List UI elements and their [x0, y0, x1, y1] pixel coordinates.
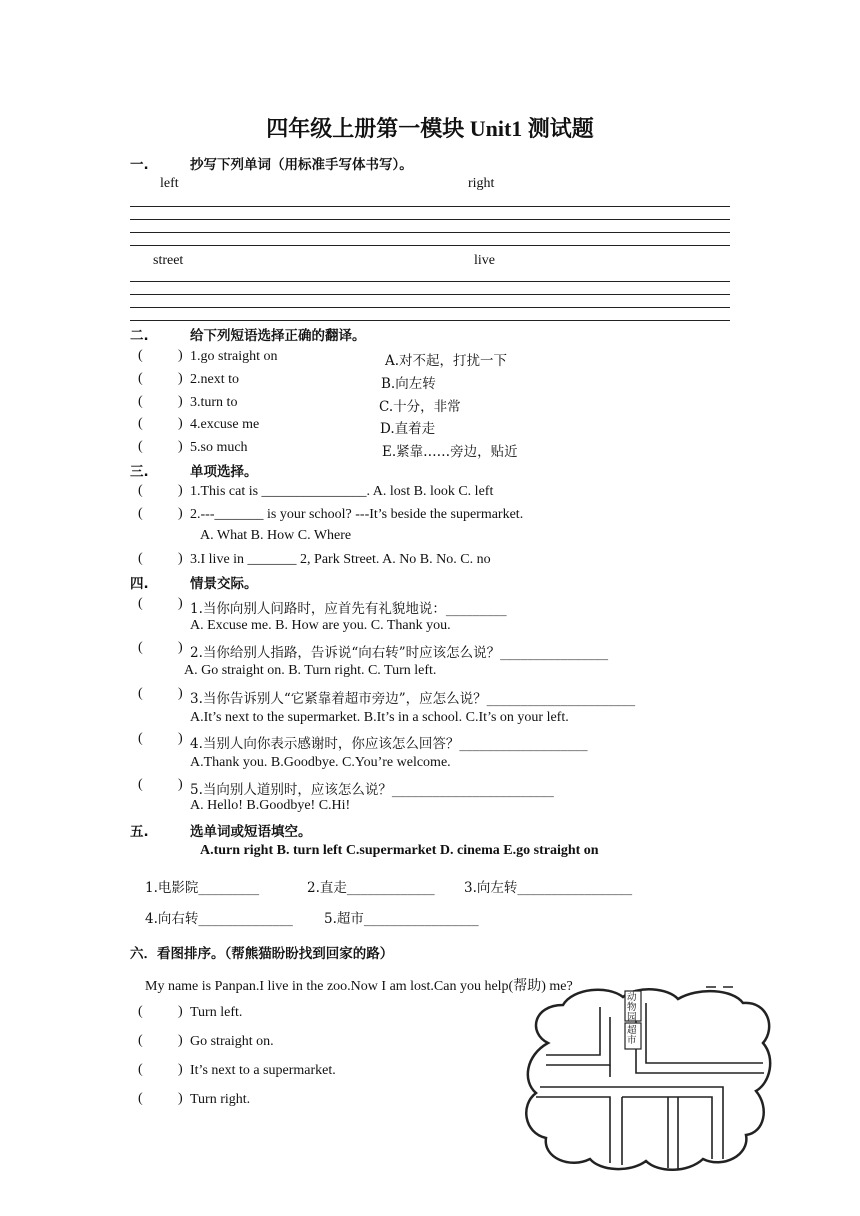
phrase-item: 3.turn to [190, 395, 238, 410]
answer-paren-open: ( [138, 640, 143, 655]
answer-paren-close: ) [178, 551, 183, 566]
translation-option: A.对不起，打扰一下 [385, 353, 508, 369]
section-3-number: 三. [130, 464, 149, 480]
section-2-heading: 给下列短语选择正确的翻译。 [190, 328, 366, 344]
writing-line [130, 281, 730, 282]
writing-line [130, 232, 730, 233]
question-options: A. Hello! B.Goodbye! C.Hi! [190, 798, 351, 813]
translation-option: B.向左转 [381, 376, 436, 392]
answer-paren-close: ) [178, 731, 183, 746]
answer-paren-open: ( [138, 506, 143, 521]
section-4-number: 四. [130, 576, 149, 592]
section-2-number: 二. [130, 328, 149, 344]
section-3-heading: 单项选择。 [190, 464, 258, 480]
answer-paren-close: ) [178, 348, 183, 363]
fill-blank: 2.直走_____________ [307, 880, 435, 896]
answer-paren-open: ( [138, 596, 143, 611]
answer-paren-open: ( [138, 1091, 143, 1106]
zoo-label: 动物园 [627, 992, 637, 1023]
route-map-figure [518, 983, 776, 1175]
answer-paren-open: ( [138, 1004, 143, 1019]
answer-paren-close: ) [178, 1091, 183, 1106]
phrase-item: 4.excuse me [190, 417, 260, 432]
answer-paren-open: ( [138, 371, 143, 386]
translation-option: E.紧靠……旁边，贴近 [382, 444, 518, 460]
answer-paren-close: ) [178, 1062, 183, 1077]
word-live: live [474, 253, 495, 268]
answer-paren-close: ) [178, 506, 183, 521]
section-5-number: 五. [130, 824, 149, 840]
section-1-heading: 抄写下列单词（用标准手写体书写）。 [190, 157, 413, 173]
fill-blank: 3.向左转_________________ [464, 880, 633, 896]
question-text: 3.当你告诉别人“它紧靠着超市旁边”，应怎么说？______________________ [190, 691, 636, 707]
word-right: right [468, 176, 495, 191]
fill-blank: 4.向右转______________ [145, 911, 293, 927]
question-text: 3.I live in _______ 2, Park Street. A. No B. No. C. no [190, 552, 491, 567]
writing-line [130, 320, 730, 321]
answer-paren-open: ( [138, 439, 143, 454]
question-text: 2.当你给别人指路，告诉说“向右转”时应该怎么说？________________ [190, 645, 609, 661]
answer-paren-open: ( [138, 1062, 143, 1077]
answer-paren-close: ) [178, 596, 183, 611]
question-options: A. Go straight on. B. Turn right. C. Turn left. [184, 663, 437, 678]
answer-paren-open: ( [138, 551, 143, 566]
answer-paren-open: ( [138, 777, 143, 792]
fill-blank: 5.超市_________________ [324, 911, 479, 927]
answer-paren-close: ) [178, 439, 183, 454]
answer-paren-open: ( [138, 731, 143, 746]
question-text: 1.当你向别人问路时，应首先有礼貌地说：_________ [190, 601, 507, 617]
writing-line [130, 219, 730, 220]
route-map-drawing [518, 983, 776, 1175]
question-text: 5.当向别人道别时，应该怎么说？________________________ [190, 782, 554, 798]
answer-paren-open: ( [138, 1033, 143, 1048]
writing-line [130, 245, 730, 246]
section-4-heading: 情景交际。 [190, 576, 258, 592]
answer-paren-close: ) [178, 483, 183, 498]
answer-paren-close: ) [178, 1033, 183, 1048]
question-text: 2.---_______ is your school? ---It’s beside the supermarket. [190, 507, 524, 522]
word-bank: A.turn right B. turn left C.supermarket D. cinema E.go straight on [200, 843, 599, 858]
question-text: 4.当别人向你表示感谢时，你应该怎么回答？___________________ [190, 736, 588, 752]
phrase-item: 1.go straight on [190, 349, 278, 364]
writing-line [130, 307, 730, 308]
question-options: A. Excuse me. B. How are you. C. Thank you. [190, 618, 451, 633]
question-options: A. What B. How C. Where [200, 528, 352, 543]
answer-paren-close: ) [178, 640, 183, 655]
translation-option: C.十分，非常 [379, 399, 461, 415]
section-6-intro: My name is Panpan.I live in the zoo.Now I am lost.Can you help(帮助) me? [145, 979, 573, 994]
answer-paren-close: ) [178, 371, 183, 386]
writing-line [130, 294, 730, 295]
answer-paren-open: ( [138, 483, 143, 498]
section-5-heading: 选单词或短语填空。 [190, 824, 312, 840]
question-text: 1.This cat is _______________. A. lost B. look C. left [190, 484, 494, 499]
answer-paren-close: ) [178, 394, 183, 409]
order-item: It’s next to a supermarket. [190, 1063, 336, 1078]
section-1-number: 一. [130, 157, 149, 173]
question-options: A.Thank you. B.Goodbye. C.You’re welcome. [190, 755, 451, 770]
word-left: left [160, 176, 179, 191]
answer-paren-close: ) [178, 416, 183, 431]
answer-paren-open: ( [138, 416, 143, 431]
supermarket-label: 超市 [627, 1025, 637, 1046]
section-6-heading: 六．看图排序。（帮熊猫盼盼找到回家的路） [130, 946, 394, 962]
answer-paren-open: ( [138, 394, 143, 409]
phrase-item: 2.next to [190, 372, 239, 387]
answer-paren-close: ) [178, 686, 183, 701]
page-title: 四年级上册第一模块 Unit1 测试题 [266, 116, 594, 141]
answer-paren-open: ( [138, 348, 143, 363]
question-options: A.It’s next to the supermarket. B.It’s in a school. C.It’s on your left. [190, 710, 569, 725]
answer-paren-close: ) [178, 1004, 183, 1019]
word-street: street [153, 253, 184, 268]
order-item: Go straight on. [190, 1034, 274, 1049]
order-item: Turn left. [190, 1005, 243, 1020]
fill-blank: 1.电影院_________ [145, 880, 260, 896]
writing-line [130, 206, 730, 207]
order-item: Turn right. [190, 1092, 251, 1107]
translation-option: D.直着走 [380, 421, 436, 437]
phrase-item: 5.so much [190, 440, 248, 455]
answer-paren-open: ( [138, 686, 143, 701]
answer-paren-close: ) [178, 777, 183, 792]
